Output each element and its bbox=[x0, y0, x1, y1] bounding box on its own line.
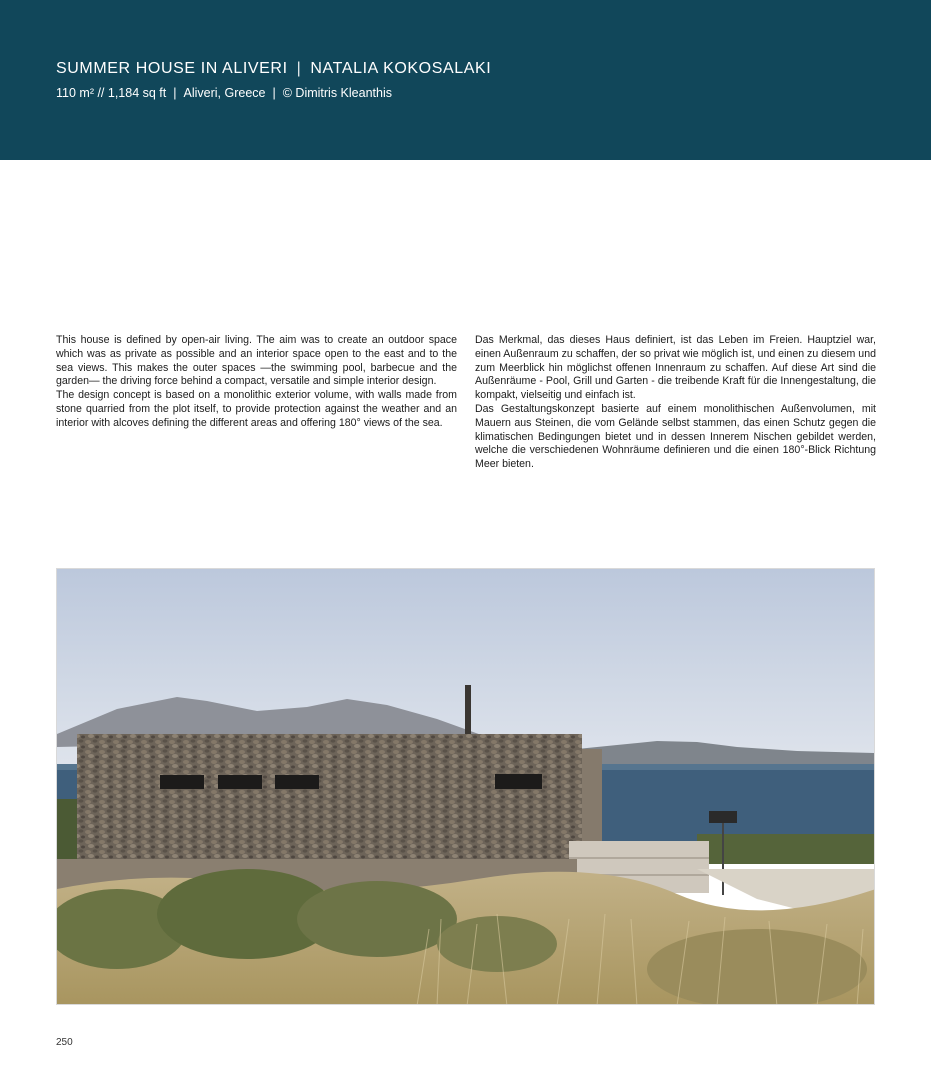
project-area: 110 m² // 1,184 sq ft bbox=[56, 86, 167, 100]
window bbox=[218, 775, 262, 789]
house-photo-illustration bbox=[57, 569, 875, 1005]
shrub bbox=[437, 916, 557, 972]
page-number: 250 bbox=[56, 1037, 73, 1048]
project-title: SUMMER HOUSE IN ALIVERI bbox=[56, 60, 288, 77]
window bbox=[495, 774, 542, 789]
window bbox=[275, 775, 319, 789]
house-photograph bbox=[56, 568, 875, 1005]
header-band bbox=[0, 0, 931, 160]
english-paragraph: The design concept is based on a monolithic exterior volume, with walls made from stone quarried from the plot itself, to provide protection against the weather and an interior with alcoves defining the different areas and offering 180° views of the sea. bbox=[56, 389, 457, 429]
window bbox=[160, 775, 204, 789]
project-meta-line bbox=[56, 86, 392, 100]
stone-house bbox=[77, 734, 582, 859]
english-paragraph: This house is defined by open-air living. The aim was to create an outdoor space which was as private as possible and an interior space open to the east and to the sea views. This makes the outer spaces —the swimming pool, barbecue and the garden— the driving force behind a compact, versatile and simple interior design. bbox=[56, 334, 457, 388]
photo-credit: © Dimitris Kleanthis bbox=[282, 86, 392, 100]
german-paragraph: Das Gestaltungskonzept basierte auf einem monolithischen Außenvolumen, mit Mauern aus Steinen, die vom Gelände selbst stammen, das einen Schutz gegen die klimatischen Bedingungen bietet und in dessen Innerem Nischen gebildet werden, welche die verschiedenen Wohnräume definieren und die einen 180°-Blick Richtung Meer bieten. bbox=[475, 402, 876, 471]
project-title-line bbox=[56, 60, 491, 78]
project-location: Aliveri, Greece bbox=[183, 86, 266, 100]
shrub bbox=[297, 881, 457, 957]
lamp-head bbox=[709, 811, 737, 823]
chimney bbox=[465, 685, 471, 737]
english-text-column bbox=[56, 334, 457, 431]
designer-name: NATALIA KOKOSALAKI bbox=[310, 60, 492, 77]
meta-separator: | bbox=[173, 86, 177, 100]
title-separator: | bbox=[296, 60, 302, 77]
german-text-column bbox=[475, 334, 876, 472]
meta-separator: | bbox=[272, 86, 276, 100]
lamp-post bbox=[722, 823, 724, 895]
german-paragraph: Das Merkmal, das dieses Haus definiert, ist das Leben im Freien. Hauptziel war, einen Außenraum zu schaffen, der so privat wie möglich ist, und einen zu diesem und zum Meerblick hin möglichst offenen Innenraum zu schaffen. Auf diese Art sind die Außenräume - Pool, Grill und Garten - die treibende Kraft für die Innengestaltung, die kompakt, vielseitig und einfach ist. bbox=[475, 334, 876, 402]
